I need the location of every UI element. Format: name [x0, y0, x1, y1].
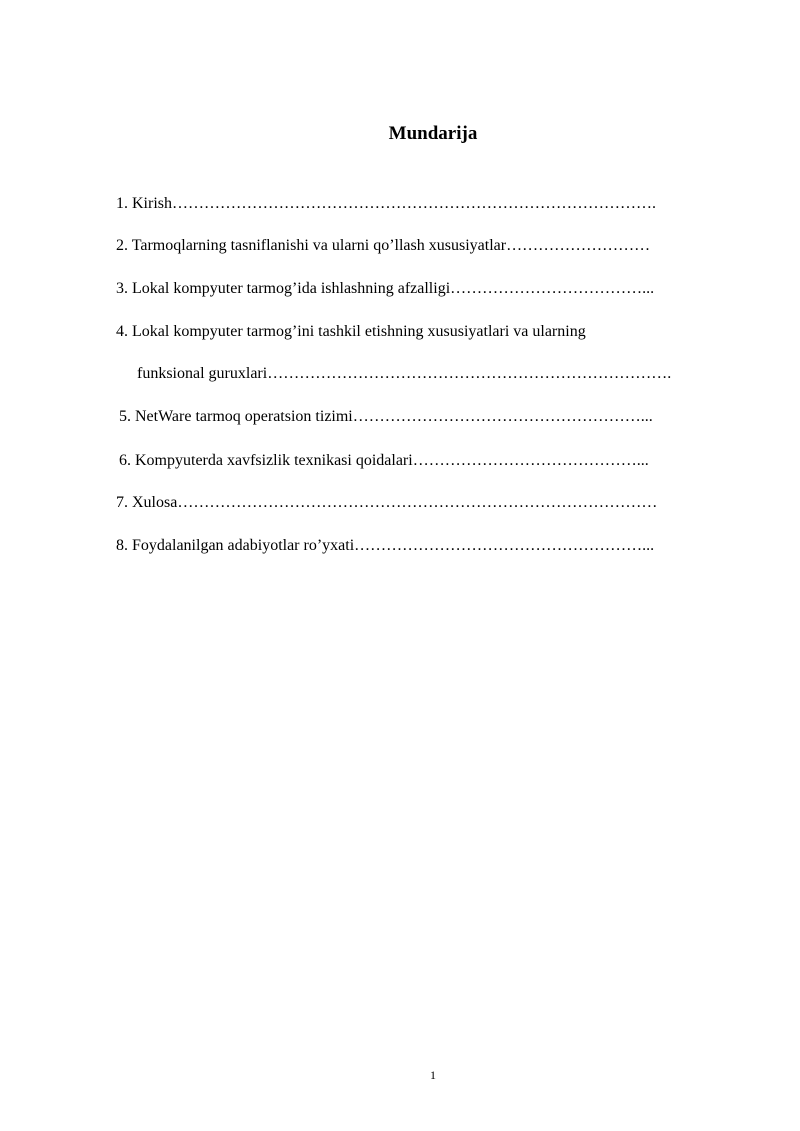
toc-item-2: 2. Tarmoqlarning tasniflanishi va ularni qo’llash xususiyatlar………………………: [116, 237, 651, 254]
toc-item-1: 1. Kirish……………………………………………………………………………….: [116, 195, 656, 212]
toc-item-3: 3. Lokal kompyuter tarmog’ida ishlashning afzalligi………………………………...: [116, 280, 655, 297]
toc-item-4: 4. Lokal kompyuter tarmog’ini tashkil etishning xususiyatlari va ularning: [116, 323, 586, 340]
toc-item-6: 6. Kompyuterda xavfsizlik texnikasi qoidalari……………………………………...: [119, 452, 649, 469]
page-title: Mundarija: [388, 123, 478, 144]
toc-item-7: 7. Xulosa………………………………………………………………………………: [116, 494, 658, 511]
toc-item-8: 8. Foydalanilgan adabiyotlar ro’yxati………………………………………………...: [116, 537, 655, 554]
page-number: 1: [430, 1068, 436, 1082]
toc-item-4-continuation: funksional guruxlari………………………………………………………………….: [137, 365, 672, 382]
toc-item-5: 5. NetWare tarmoq operatsion tizimi………………………………………………...: [119, 408, 653, 425]
